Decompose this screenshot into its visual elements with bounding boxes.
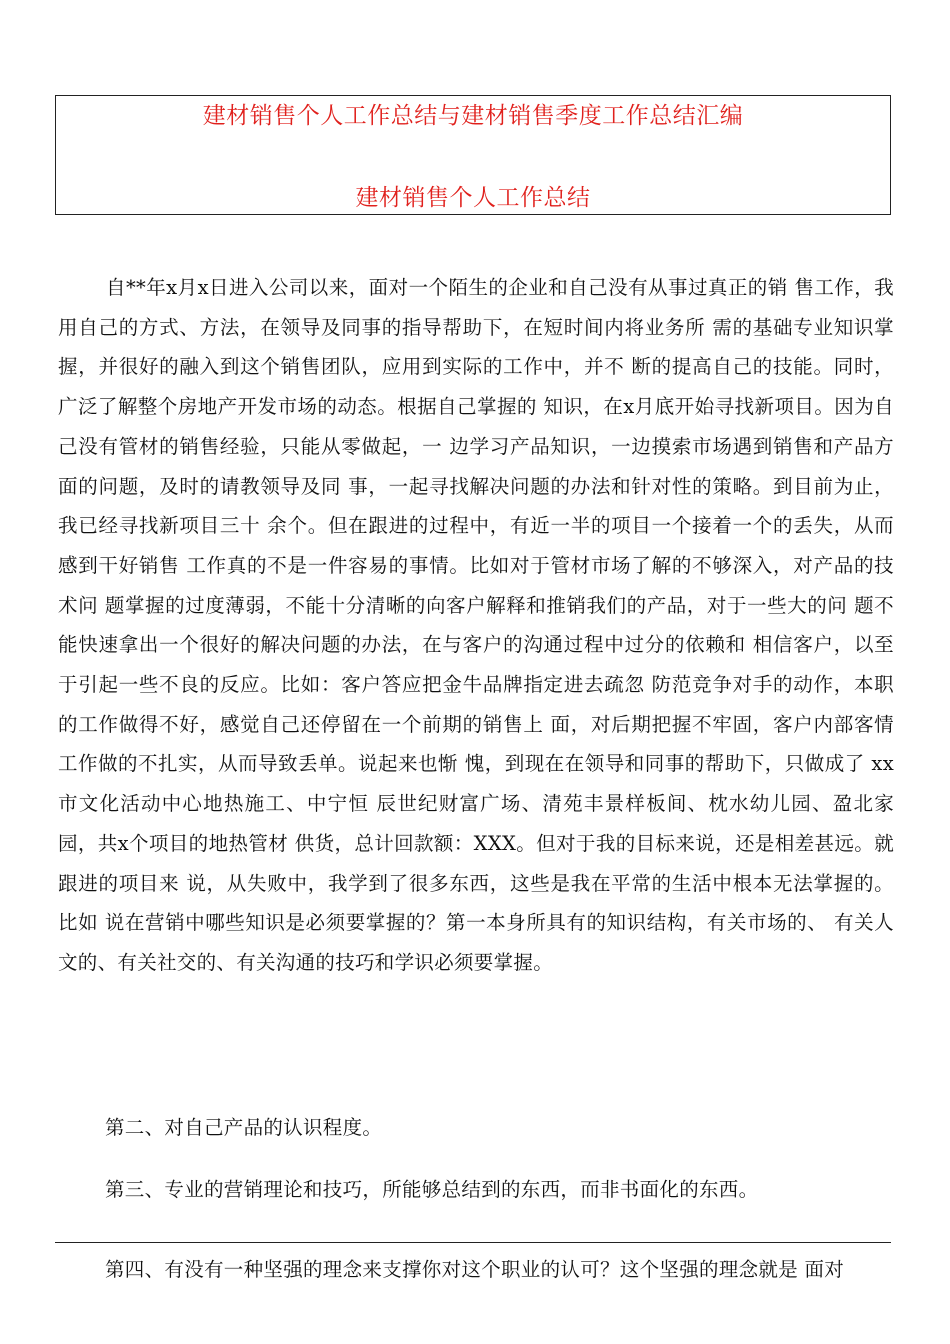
- document-subtitle: 建材销售个人工作总结: [355, 185, 591, 211]
- point-four: 第四、有没有一种坚强的理念来支撑你对这个职业的认可？这个坚强的理念就是 面对: [105, 1258, 845, 1281]
- title-box: [55, 95, 891, 215]
- body-paragraph: 自**年x月x日进入公司以来，面对一个陌生的企业和自己没有从事过真正的销 售工作，我用自己的方式、方法，在领导及同事的指导帮助下，在短时间内将业务所 需的基础专业知识掌握，并很好的融入到这个销售团队，应用到实际的工作中，并不 断的提高自己的技能。同时，广泛了解整个房地产开发市场的动态。根据自己掌握的 知识，在x月底开始寻找新项目。因为自己没有管材的销售经验，只能从零做起，一 边学习产品知识，一边摸索市场遇到销售和产品方面的问题，及时的请教领导及同 事，一起寻找解决问题的办法和针对性的策略。到目前为止，我已经寻找新项目三十 余个。但在跟进的过程中，有近一半的项目一个接着一个的丢失，从而感到干好销售 工作真的不是一件容易的事情。比如对于管材市场了解的不够深入，对产品的技术问 题掌握的过度薄弱，不能十分清晰的向客户解释和推销我们的产品，对于一些大的问 题不能快速拿出一个很好的解决问题的办法，在与客户的沟通过程中过分的依赖和 相信客户，以至于引起一些不良的反应。比如：客户答应把金牛品牌指定进去疏忽 防范竞争对手的动作，本职的工作做得不好，感觉自己还停留在一个前期的销售上 面，对后期把握不牢固，客户内部客情工作做的不扎实，从而导致丢单。说起来也惭 愧，到现在在领导和同事的帮助下，只做成了 xx市文化活动中心地热施工、中宁恒 辰世纪财富广场、清苑丰景样板间、枕水幼儿园、盈北家园，共x个项目的地热管材 供货，总计回款额：XXX。但对于我的目标来说，还是相差甚远。就跟进的项目来 说，从失败中，我学到了很多东西，这些是我在平常的生活中根本无法掌握的。比如 说在营销中哪些知识是必须要掌握的？第一本身所具有的知识结构，有关市场的、 有关人文的、有关社交的、有关沟通的技巧和学识必须要掌握。: [58, 276, 894, 974]
- point-two: 第二、对自己产品的认识程度。: [105, 1116, 383, 1139]
- document-title: 建材销售个人工作总结与建材销售季度工作总结汇编: [202, 103, 744, 129]
- page-divider: [55, 1242, 891, 1243]
- point-three: 第三、专业的营销理论和技巧，所能够总结到的东西，而非书面化的东西。: [105, 1178, 759, 1201]
